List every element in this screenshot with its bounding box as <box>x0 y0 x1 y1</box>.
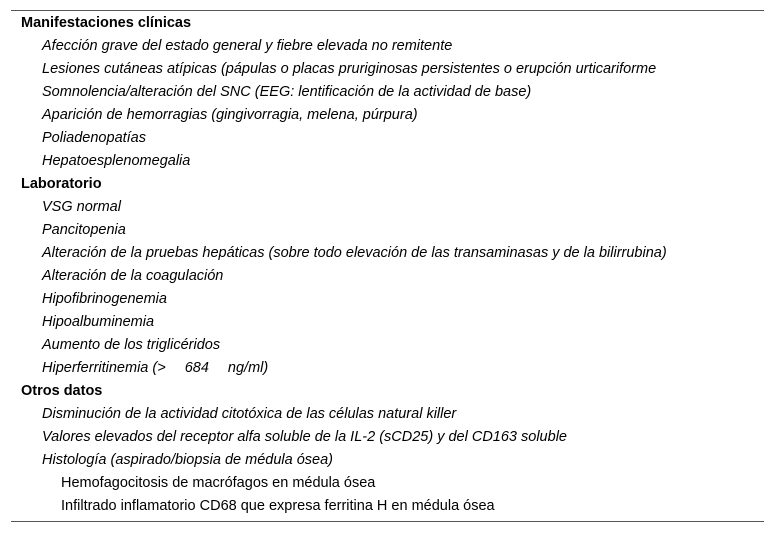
section-heading: Otros datos <box>21 383 103 399</box>
ferritin-value: 684 <box>184 360 209 376</box>
list-item: Alteración de la pruebas hepáticas (sobre todo elevación de las transaminasas y de la bilirrubina) <box>42 245 667 261</box>
criteria-table <box>11 10 764 522</box>
list-item: Pancitopenia <box>42 222 126 238</box>
list-item: Hipoalbuminemia <box>42 314 155 330</box>
list-item: Somnolencia/alteración del SNC (EEG: lentificación de la actividad de base) <box>42 84 532 100</box>
list-item: Alteración de la coagulación <box>42 268 224 284</box>
list-item: Disminución de la actividad citotóxica de las células natural killer <box>42 406 457 422</box>
list-item: Lesiones cutáneas atípicas (pápulas o placas pruriginosas persistentes o erupción urticariforme <box>42 61 657 77</box>
ferritin-label: Hiperferritinemia (> <box>42 360 166 376</box>
list-item: Aumento de los triglicéridos <box>42 337 221 353</box>
sub-list-item: Hemofagocitosis de macrófagos en médula ósea <box>61 475 376 491</box>
sub-list-item: Infiltrado inflamatorio CD68 que expresa ferritina H en médula ósea <box>61 498 495 514</box>
list-item: Hepatoesplenomegalia <box>42 153 191 169</box>
list-item: Poliadenopatías <box>42 130 146 146</box>
list-item: Valores elevados del receptor alfa soluble de la IL-2 (sCD25) y del CD163 soluble <box>42 429 567 445</box>
list-item: Hipofibrinogenemia <box>42 291 167 307</box>
list-item: Aparición de hemorragias (gingivorragia, melena, púrpura) <box>42 107 418 123</box>
ferritin-unit: ng/ml) <box>227 360 269 376</box>
list-item: Afección grave del estado general y fiebre elevada no remitente <box>42 38 453 54</box>
section-heading: Laboratorio <box>21 176 102 192</box>
section-heading: Manifestaciones clínicas <box>21 15 192 31</box>
ferritin-item <box>11 357 764 380</box>
list-item: Histología (aspirado/biopsia de médula ósea) <box>42 452 333 468</box>
list-item: VSG normal <box>42 199 121 215</box>
